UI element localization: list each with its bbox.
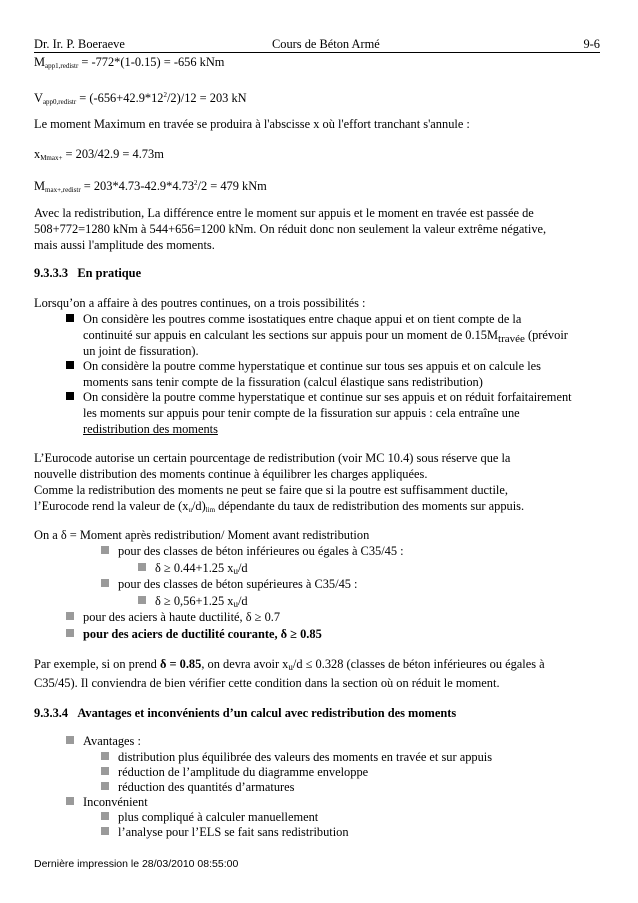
header-author: Dr. Ir. P. Boeraeve xyxy=(34,37,125,51)
intro-text: Lorsqu’on a affaire à des poutres continues, on a trois possibilités : xyxy=(34,296,366,310)
header-course: Cours de Béton Armé xyxy=(272,37,380,51)
section-heading-9-3-3-3: 9.3.3.3 En pratique xyxy=(34,266,142,280)
page-header xyxy=(34,34,600,53)
bullet-square-icon xyxy=(101,752,109,760)
bullet-continuation: les moments sur appuis pour tenir compte de la fissuration sur appuis : cela entraîne une xyxy=(83,406,520,420)
example-line: C35/45). Il conviendra de bien vérifier cette condition dans la section où on réduit le moment. xyxy=(34,676,500,690)
eurocode-line: Comme la redistribution des moments ne peut se faire que si la poutre est suffisamment ductile, xyxy=(34,483,508,497)
bullet-item: On considère les poutres comme isostatiques entre chaque appui et on tient compte de la xyxy=(66,311,521,327)
bullet-item: On considère la poutre comme hyperstatique et continue sur ses appuis et on réduit forfaitairement xyxy=(66,389,572,405)
eurocode-line: L’Eurocode autorise un certain pourcentage de redistribution (voir MC 10.4) sous réserve que la xyxy=(34,451,511,465)
bullet-continuation: redistribution des moments xyxy=(83,422,218,436)
eq-x-max: $x_{Mmax+} = 203/42.9 = 4.73m$ xyxy=(34,147,164,162)
bullet-item: On considère la poutre comme hyperstatique et continue sur tous ses appuis et on calcule les xyxy=(66,358,541,374)
para-line: mais aussi l'amplitude des moments. xyxy=(34,238,215,252)
bullet-square-icon xyxy=(101,579,109,587)
bullet-item: pour des classes de béton inférieures ou égales à C35/45 : xyxy=(101,543,404,559)
section-heading-9-3-3-4: 9.3.3.4 Avantages et inconvénients d’un calcul avec redistribution des moments xyxy=(34,706,457,720)
eq-shear-support: $V_{app0,redistr} = (-656+42.9*12^2/2)/12 = 203$ kN xyxy=(34,91,247,106)
bullet-square-icon xyxy=(101,812,109,820)
bullet-item: pour des classes de béton supérieures à C35/45 : xyxy=(101,576,358,592)
bullet-item: δ ≥ 0,56+1.25 $x_u/d$ xyxy=(138,593,248,612)
para-line: 508+772=1280 kNm à 544+656=1200 kNm. On réduit donc non seulement la valeur extrême négative, xyxy=(34,222,547,236)
bullet-item: pour des aciers à haute ductilité, δ ≥ 0.7 xyxy=(66,609,280,625)
eq-moment-max: $M_{max+,redistr} = 203*4.73-42.9*4.73^2/2 = 479$ kNm xyxy=(34,179,267,194)
page-footer: Dernière impression le 28/03/2010 08:55:00 xyxy=(34,858,239,870)
bullet-square-icon xyxy=(66,314,74,322)
para-line: Avec la redistribution, La différence entre le moment sur appuis et le moment en travée est passée de xyxy=(34,206,534,220)
bullet-item: pour des aciers de ductilité courante, δ ≥ 0.85 xyxy=(66,626,322,642)
bullet-item: plus compliqué à calculer manuellement xyxy=(101,809,318,825)
header-page-number: 9-6 xyxy=(583,37,600,51)
bullet-square-icon xyxy=(66,361,74,369)
bullet-item: réduction de l’amplitude du diagramme enveloppe xyxy=(101,764,368,780)
bullet-item: réduction des quantités d’armatures xyxy=(101,779,295,795)
bullet-square-icon xyxy=(101,767,109,775)
bullet-continuation: moments sans tenir compte de la fissuration (calcul élastique sans redistribution) xyxy=(83,375,483,389)
bullet-item: δ ≥ 0.44+1.25 $x_u/d$ xyxy=(138,560,248,579)
eq-moment-support: $M_{app1,redistr} = -772*(1-0.15) = -656$ kNm xyxy=(34,55,225,70)
bullet-square-icon xyxy=(138,596,146,604)
bullet-square-icon xyxy=(138,563,146,571)
bullet-square-icon xyxy=(66,736,74,744)
moment-max-text: Le moment Maximum en travée se produira à l'abscisse x où l'effort tranchant s'annule : xyxy=(34,117,470,131)
bullet-square-icon xyxy=(66,629,74,637)
bullet-continuation: continuité sur appuis en calculant les sections sur appuis pour un moment de $0.15M_{travée}$ (prévoir xyxy=(83,328,568,345)
bullet-item: Avantages : xyxy=(66,733,141,749)
example-line: Par exemple, si on prend δ = 0.85, on devra avoir $x_u/d \le 0.328$ (classes de béton inférieures ou égales à xyxy=(34,657,545,672)
bullet-square-icon xyxy=(101,546,109,554)
bullet-square-icon xyxy=(101,827,109,835)
bullet-item: l’analyse pour l’ELS se fait sans redistribution xyxy=(101,824,349,840)
eurocode-line: nouvelle distribution des moments continue à équilibrer les charges appliquées. xyxy=(34,467,428,481)
bullet-square-icon xyxy=(101,782,109,790)
bullet-square-icon xyxy=(66,612,74,620)
bullet-continuation: un joint de fissuration). xyxy=(83,344,199,358)
eurocode-line: l’Eurocode rend la valeur de $(x_u/d)_{lim}$ dépendante du taux de redistribution des moments sur appuis. xyxy=(34,499,525,514)
delta-definition: On a δ = Moment après redistribution/ Moment avant redistribution xyxy=(34,528,370,542)
bullet-square-icon xyxy=(66,392,74,400)
bullet-item: Inconvénient xyxy=(66,794,148,810)
bullet-item: distribution plus équilibrée des valeurs des moments en travée et sur appuis xyxy=(101,749,492,765)
bullet-square-icon xyxy=(66,797,74,805)
